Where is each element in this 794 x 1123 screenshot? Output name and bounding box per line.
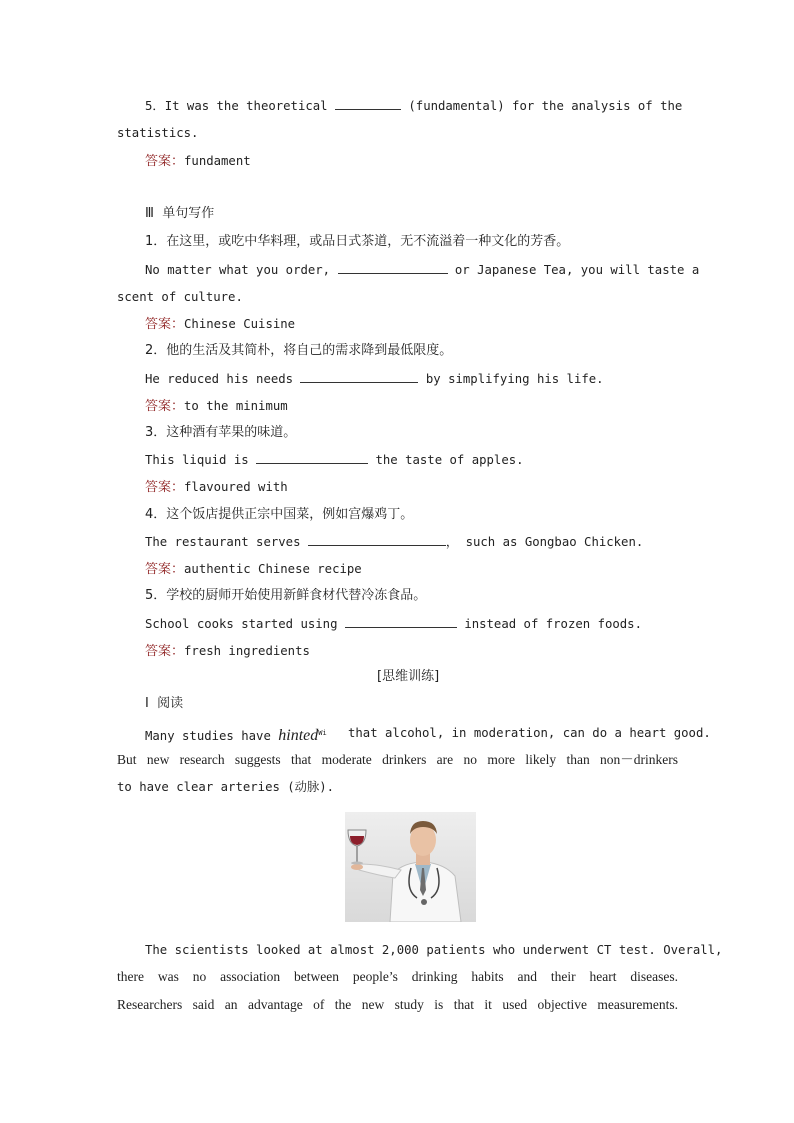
item-3-answer xyxy=(145,479,288,496)
item-5-english xyxy=(145,616,642,632)
answer-text: flavoured with xyxy=(184,480,288,494)
reading-p1-line1 xyxy=(145,725,327,744)
item-5-before: School cooks started using xyxy=(145,617,338,631)
item-5-blank xyxy=(345,616,457,628)
item-5-answer xyxy=(145,643,310,660)
q5-answer-line xyxy=(145,153,251,170)
section-title: 阅读 xyxy=(157,696,184,711)
item-3-english xyxy=(145,452,524,468)
item-4-answer xyxy=(145,561,362,578)
item-4-english xyxy=(145,534,643,550)
item-2-answer xyxy=(145,398,288,415)
item-1-after: or Japanese Tea, you will taste a xyxy=(454,263,700,277)
item-1-before: No matter what you order, xyxy=(145,263,331,277)
item-4-after: ， such as Gongbao Chicken. xyxy=(445,535,644,549)
doctor-illustration xyxy=(345,812,476,922)
item-4-chinese: 4．这个饭店提供正宗中国菜，例如宫爆鸡丁。 xyxy=(145,507,414,522)
hinted-superscript: Wi xyxy=(318,729,327,737)
item-5-after: instead of frozen foods. xyxy=(464,617,642,631)
answer-text: fresh ingredients xyxy=(184,644,310,658)
reading-p2-line2: there was no association between people’s drinking habits and their heart diseases. xyxy=(117,969,678,984)
answer-text: Chinese Cuisine xyxy=(184,317,296,331)
item-2-english xyxy=(145,371,604,387)
item-2-before: He reduced his needs xyxy=(145,372,294,386)
item-1-answer xyxy=(145,316,295,333)
section-numeral: Ⅰ xyxy=(145,696,149,711)
item-5-chinese: 5．学校的厨师开始使用新鲜食材代替冷冻食品。 xyxy=(145,588,427,603)
thinking-training-heading: [思维训练] xyxy=(377,669,440,684)
item-2-chinese: 2．他的生活及其简朴，将自己的需求降到最低限度。 xyxy=(145,343,453,358)
q5-hint: (fundamental) for the analysis of the xyxy=(408,99,683,113)
answer-label: 答案： xyxy=(145,562,185,577)
q5-blank xyxy=(335,98,401,110)
answer-label: 答案： xyxy=(145,154,185,169)
item-4-before: The restaurant serves xyxy=(145,535,301,549)
item-2-blank xyxy=(300,371,418,383)
item-3-before: This liquid is xyxy=(145,453,249,467)
item-2-after: by simplifying his life. xyxy=(425,372,604,386)
q5-text: It was the theoretical xyxy=(164,99,328,113)
item-3-after: the taste of apples. xyxy=(375,453,524,467)
q5-number: 5． xyxy=(145,99,165,113)
answer-text: fundament xyxy=(184,154,251,168)
q5-line xyxy=(145,98,683,114)
reading-p1-line2: But new research suggests that moderate drinkers are no more likely than non－drinkers xyxy=(117,752,678,767)
answer-label: 答案： xyxy=(145,399,185,414)
item-3-blank xyxy=(256,452,368,464)
item-1-continuation: scent of culture. xyxy=(117,290,243,304)
reading-text: Many studies have xyxy=(145,729,271,744)
answer-label: 答案： xyxy=(145,317,185,332)
section-title: 单句写作 xyxy=(162,206,215,221)
answer-label: 答案： xyxy=(145,480,185,495)
item-1-english xyxy=(145,262,700,278)
answer-text: to the minimum xyxy=(184,399,288,413)
item-4-blank xyxy=(308,534,446,546)
reading-p2-line3: Researchers said an advantage of the new study is that it used objective measurements. xyxy=(117,997,678,1012)
reading-p2-line1: The scientists looked at almost 2,000 patients who underwent CT test. Overall, xyxy=(145,943,723,957)
section-3-heading xyxy=(145,206,214,222)
item-1-blank xyxy=(338,262,448,274)
hinted-word: hinted xyxy=(278,727,319,745)
reading-p1-line3: to have clear arteries (动脉). xyxy=(117,780,335,794)
doctor-with-wine-photo xyxy=(345,812,476,922)
section-1-heading xyxy=(145,696,183,712)
section-numeral: Ⅲ xyxy=(145,206,154,221)
item-1-chinese: 1．在这里，或吃中华料理，或品日式茶道，无不流溢着一种文化的芳香。 xyxy=(145,234,570,249)
answer-text: authentic Chinese recipe xyxy=(184,562,362,576)
answer-label: 答案： xyxy=(145,644,185,659)
item-3-chinese: 3．这种酒有苹果的味道。 xyxy=(145,425,297,440)
reading-p1-rest: that alcohol, in moderation, can do a heart good. xyxy=(348,726,711,740)
q5-continuation: statistics. xyxy=(117,126,199,140)
